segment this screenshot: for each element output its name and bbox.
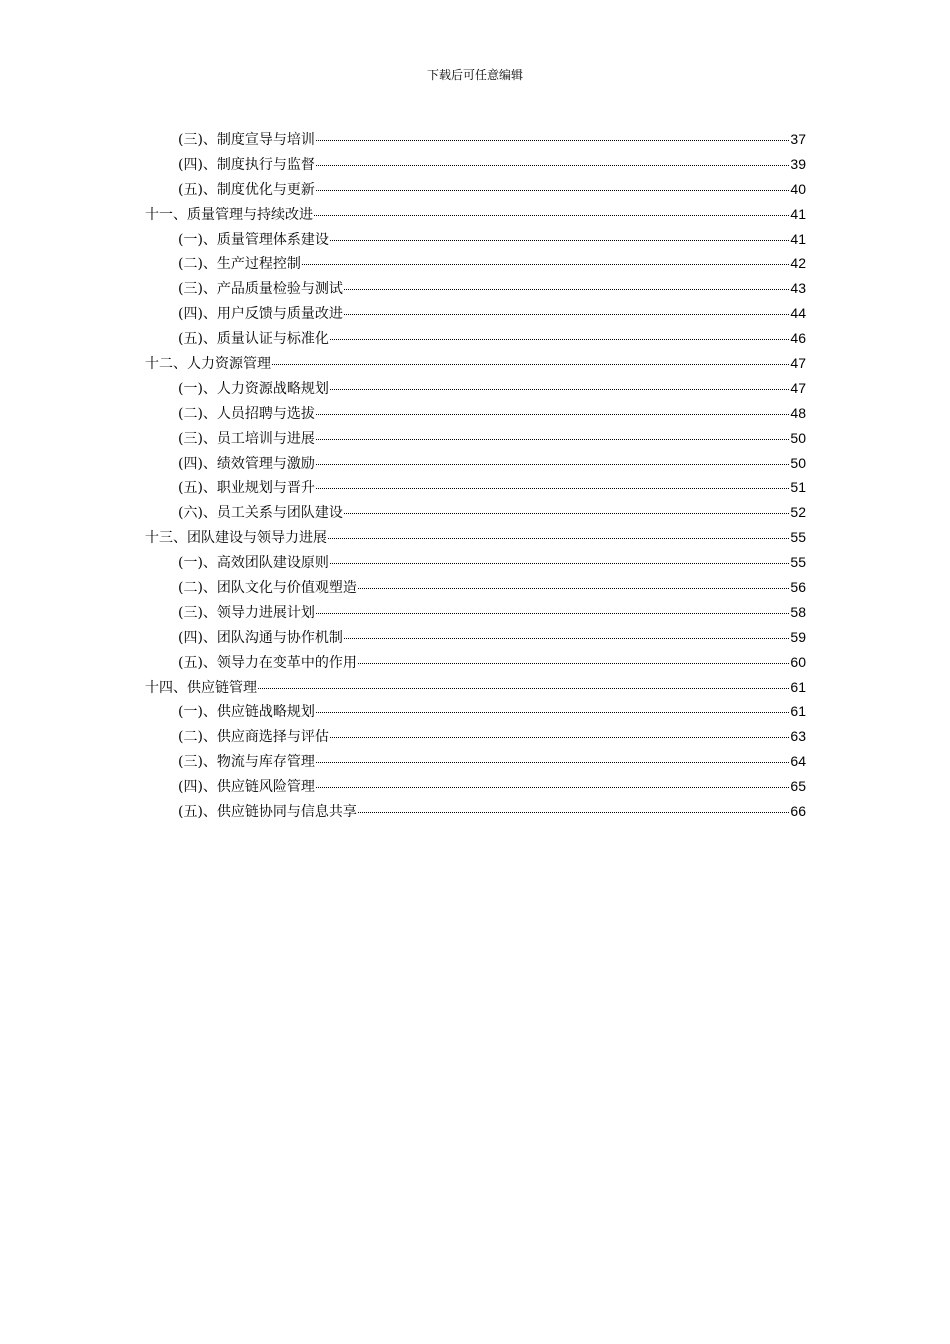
toc-dot-leader [316,165,789,166]
toc-entry-title: (四)、用户反馈与质量改进 [178,306,343,323]
toc-entry-page-number: 37 [790,131,806,147]
toc-entry-page-number: 61 [790,703,806,720]
toc-entry-page-number: 55 [790,529,806,546]
toc-section-entry[interactable] [145,699,806,724]
toc-entry-page-number: 44 [790,305,806,322]
toc-entry-page-number: 59 [790,628,806,645]
toc-entry-page-number: 39 [790,155,806,172]
toc-section-entry[interactable] [145,177,806,202]
toc-entry-page-number: 50 [790,454,806,471]
toc-section-entry[interactable] [145,127,806,152]
toc-dot-leader [272,364,789,365]
toc-entry-page-number: 46 [790,330,806,347]
toc-dot-leader [344,289,789,290]
toc-dot-leader [302,264,789,265]
toc-dot-leader [316,762,789,763]
toc-section-entry[interactable] [145,251,806,276]
toc-entry-title: (一)、供应链战略规划 [178,704,315,721]
toc-entry-page-number: 64 [790,753,806,770]
toc-section-entry[interactable] [145,276,806,301]
toc-section-entry[interactable] [145,774,806,799]
toc-entry-page-number: 43 [790,280,806,297]
toc-dot-leader [330,737,789,738]
toc-section-entry[interactable] [145,426,806,451]
toc-entry-title: 十三、团队建设与领导力进展 [145,530,327,547]
toc-entry-page-number: 40 [790,180,806,197]
toc-entry-title: (四)、供应链风险管理 [178,779,315,796]
toc-dot-leader [358,812,789,813]
toc-section-entry[interactable] [145,749,806,774]
toc-entry-title: (二)、供应商选择与评估 [178,729,329,746]
toc-entry-title: (三)、领导力进展计划 [178,604,315,621]
toc-entry-page-number: 48 [790,404,806,421]
toc-dot-leader [316,613,789,614]
table-of-contents [145,127,806,824]
toc-section-entry[interactable] [145,600,806,625]
toc-entry-title: 十一、质量管理与持续改进 [145,206,313,223]
toc-entry-page-number: 65 [790,778,806,795]
toc-entry-title: (四)、团队沟通与协作机制 [178,629,343,646]
toc-dot-leader [316,140,789,141]
toc-entry-page-number: 42 [790,255,806,272]
toc-chapter-entry[interactable] [145,351,806,376]
toc-dot-leader [344,513,789,514]
toc-entry-title: 十二、人力资源管理 [145,356,271,373]
toc-dot-leader [330,240,789,241]
toc-entry-title: (二)、团队文化与价值观塑造 [178,580,357,597]
toc-entry-page-number: 41 [790,205,806,222]
toc-section-entry[interactable] [145,475,806,500]
toc-entry-title: (三)、制度宣导与培训 [178,132,315,148]
toc-section-entry[interactable] [145,326,806,351]
toc-dot-leader [316,439,789,440]
toc-entry-title: 十四、供应链管理 [145,679,257,696]
toc-section-entry[interactable] [145,227,806,252]
toc-entry-title: (五)、质量认证与标准化 [178,331,329,348]
toc-dot-leader [344,638,789,639]
toc-section-entry[interactable] [145,575,806,600]
toc-dot-leader [258,688,789,689]
toc-dot-leader [314,215,789,216]
toc-dot-leader [316,712,789,713]
toc-dot-leader [344,314,789,315]
toc-section-entry[interactable] [145,376,806,401]
toc-dot-leader [316,414,789,415]
toc-section-entry[interactable] [145,401,806,426]
toc-section-entry[interactable] [145,451,806,476]
toc-dot-leader [330,563,789,564]
toc-dot-leader [328,538,789,539]
toc-dot-leader [316,464,789,465]
toc-entry-title: (三)、产品质量检验与测试 [178,281,343,298]
toc-entry-page-number: 60 [790,653,806,670]
toc-dot-leader [316,787,789,788]
toc-chapter-entry[interactable] [145,202,806,227]
toc-section-entry[interactable] [145,500,806,525]
toc-dot-leader [330,339,789,340]
toc-entry-title: (一)、人力资源战略规划 [178,380,329,397]
toc-dot-leader [330,389,789,390]
toc-entry-title: (四)、制度执行与监督 [178,156,315,173]
toc-section-entry[interactable] [145,625,806,650]
toc-entry-title: (二)、生产过程控制 [178,256,301,273]
toc-section-entry[interactable] [145,650,806,675]
toc-dot-leader [316,190,789,191]
toc-entry-page-number: 63 [790,728,806,745]
toc-entry-title: (三)、员工培训与进展 [178,430,315,447]
toc-entry-page-number: 61 [790,678,806,695]
toc-entry-title: (五)、制度优化与更新 [178,181,315,198]
toc-entry-page-number: 47 [790,379,806,396]
toc-entry-page-number: 41 [790,230,806,247]
toc-chapter-entry[interactable] [145,525,806,550]
toc-entry-title: (五)、职业规划与晋升 [178,480,315,497]
page-header: 下载后可任意编辑 [426,68,523,82]
toc-entry-title: (四)、绩效管理与激励 [178,455,315,472]
toc-section-entry[interactable] [145,724,806,749]
toc-chapter-entry[interactable] [145,675,806,700]
toc-entry-title: (五)、领导力在变革中的作用 [178,654,357,671]
toc-section-entry[interactable] [145,301,806,326]
toc-section-entry[interactable] [145,799,806,824]
toc-entry-title: (一)、质量管理体系建设 [178,231,329,248]
toc-dot-leader [316,488,789,489]
toc-entry-title: (二)、人员招聘与选拔 [178,405,315,422]
toc-entry-page-number: 58 [790,603,806,620]
toc-entry-title: (三)、物流与库存管理 [178,754,315,771]
toc-entry-page-number: 47 [790,355,806,372]
toc-entry-page-number: 51 [790,479,806,496]
toc-entry-page-number: 52 [790,504,806,521]
toc-entry-title: (一)、高效团队建设原则 [178,555,329,572]
toc-entry-page-number: 50 [790,429,806,446]
toc-entry-page-number: 55 [790,554,806,571]
toc-entry-title: (六)、员工关系与团队建设 [178,505,343,522]
toc-entry-page-number: 56 [790,579,806,596]
toc-section-entry[interactable] [145,152,806,177]
toc-entry-page-number: 66 [790,803,806,820]
toc-dot-leader [358,588,789,589]
toc-section-entry[interactable] [145,550,806,575]
toc-dot-leader [358,663,789,664]
toc-entry-title: (五)、供应链协同与信息共享 [178,804,357,821]
